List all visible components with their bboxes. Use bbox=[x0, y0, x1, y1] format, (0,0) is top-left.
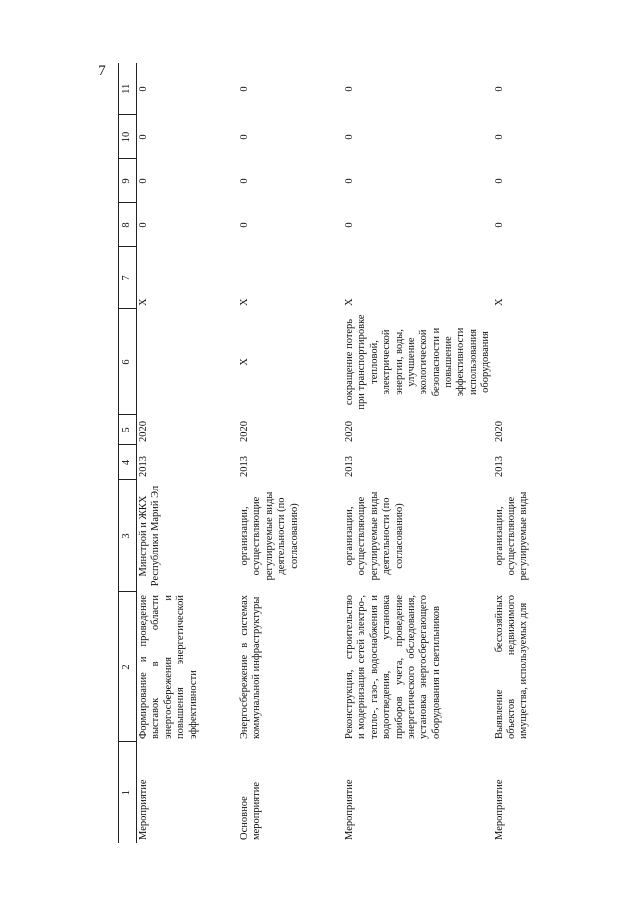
column-number-row bbox=[119, 63, 137, 843]
column-header: 11 bbox=[119, 63, 137, 115]
column-header: 8 bbox=[119, 203, 137, 247]
row-result bbox=[493, 309, 574, 415]
row-col9: 0 bbox=[239, 178, 250, 184]
page-number: 7 bbox=[98, 63, 106, 79]
row-col7: Х bbox=[493, 298, 505, 306]
row-col7: Х bbox=[239, 298, 250, 306]
row-col10: 0 bbox=[344, 134, 355, 140]
row-end-year: 2020 bbox=[493, 421, 505, 442]
row-result: Х bbox=[239, 358, 250, 366]
row-type: Мероприятие bbox=[493, 779, 505, 840]
row-executor: организации, осуществляющие регулируемые виды bbox=[493, 491, 530, 581]
row-col7: Х bbox=[344, 298, 355, 306]
column-header: 3 bbox=[119, 480, 137, 592]
row-end-year: 2020 bbox=[239, 421, 250, 442]
row-col10: 0 bbox=[493, 134, 505, 140]
column-header: 1 bbox=[119, 742, 137, 843]
row-start-year: 2013 bbox=[138, 456, 149, 477]
row-type: Мероприятие bbox=[344, 779, 355, 840]
row-type: Основное мероприятие bbox=[239, 782, 263, 840]
row-start-year: 2013 bbox=[239, 456, 250, 477]
row-result: сокращение потерь при транспортировке тепловой, электрической энергии, воды, улучшение экологической безопасности и повышение эффективности использования оборудования bbox=[344, 314, 492, 410]
row-col8: 0 bbox=[493, 222, 505, 228]
column-header: 5 bbox=[119, 415, 137, 445]
row-end-year: 2020 bbox=[344, 421, 355, 442]
table-row bbox=[343, 63, 493, 843]
row-executor: организации, осуществляющие регулируемые виды деятельности (по согласованию) bbox=[344, 491, 405, 581]
row-col10: 0 bbox=[138, 134, 149, 140]
row-col7: Х bbox=[138, 298, 149, 306]
row-result bbox=[137, 309, 239, 415]
row-description: Выявление бесхозяйных объектов недвижимого имущества, используемых для bbox=[493, 595, 530, 739]
column-header: 2 bbox=[119, 592, 137, 742]
row-col11: 0 bbox=[344, 86, 355, 92]
program-table bbox=[118, 63, 574, 843]
row-col9: 0 bbox=[138, 178, 149, 184]
row-col8: 0 bbox=[344, 222, 355, 228]
row-col11: 0 bbox=[493, 86, 505, 92]
column-header: 9 bbox=[119, 159, 137, 203]
row-description: Энергосбережение в системах коммунальной инфраструктуры bbox=[239, 595, 263, 739]
row-col9: 0 bbox=[493, 178, 505, 184]
column-header: 4 bbox=[119, 445, 137, 480]
row-executor: организации, осуществляющие регулируемые виды деятельности (по согласованию) bbox=[239, 491, 300, 581]
column-header: 6 bbox=[119, 309, 137, 415]
row-description: Формирование и проведение выставок в области энергосбережения и повышения энергетической эффективности bbox=[138, 595, 199, 739]
row-col9: 0 bbox=[344, 178, 355, 184]
row-col11: 0 bbox=[239, 86, 250, 92]
column-header: 10 bbox=[119, 115, 137, 159]
row-start-year: 2013 bbox=[493, 456, 505, 477]
rotated-table-container bbox=[118, 63, 550, 843]
row-type: Мероприятие bbox=[138, 779, 149, 840]
row-col11: 0 bbox=[138, 86, 149, 92]
row-col8: 0 bbox=[138, 222, 149, 228]
table-row bbox=[493, 63, 574, 843]
row-end-year: 2020 bbox=[138, 421, 149, 442]
column-header: 7 bbox=[119, 247, 137, 309]
table-row bbox=[238, 63, 343, 843]
row-description: Реконструкция, строительство и модернизация сетей электро-, тепло-, газо-, водоснабжения и водоотведения, установка приборов учета, проведение энергетического обследования, установка энергосберегающего оборудования и светильников bbox=[344, 595, 442, 739]
row-col10: 0 bbox=[239, 134, 250, 140]
table-row bbox=[137, 63, 239, 843]
row-col8: 0 bbox=[239, 222, 250, 228]
row-executor: Минстрой и ЖКХ Республики Марий Эл bbox=[138, 485, 162, 587]
row-start-year: 2013 bbox=[344, 456, 355, 477]
